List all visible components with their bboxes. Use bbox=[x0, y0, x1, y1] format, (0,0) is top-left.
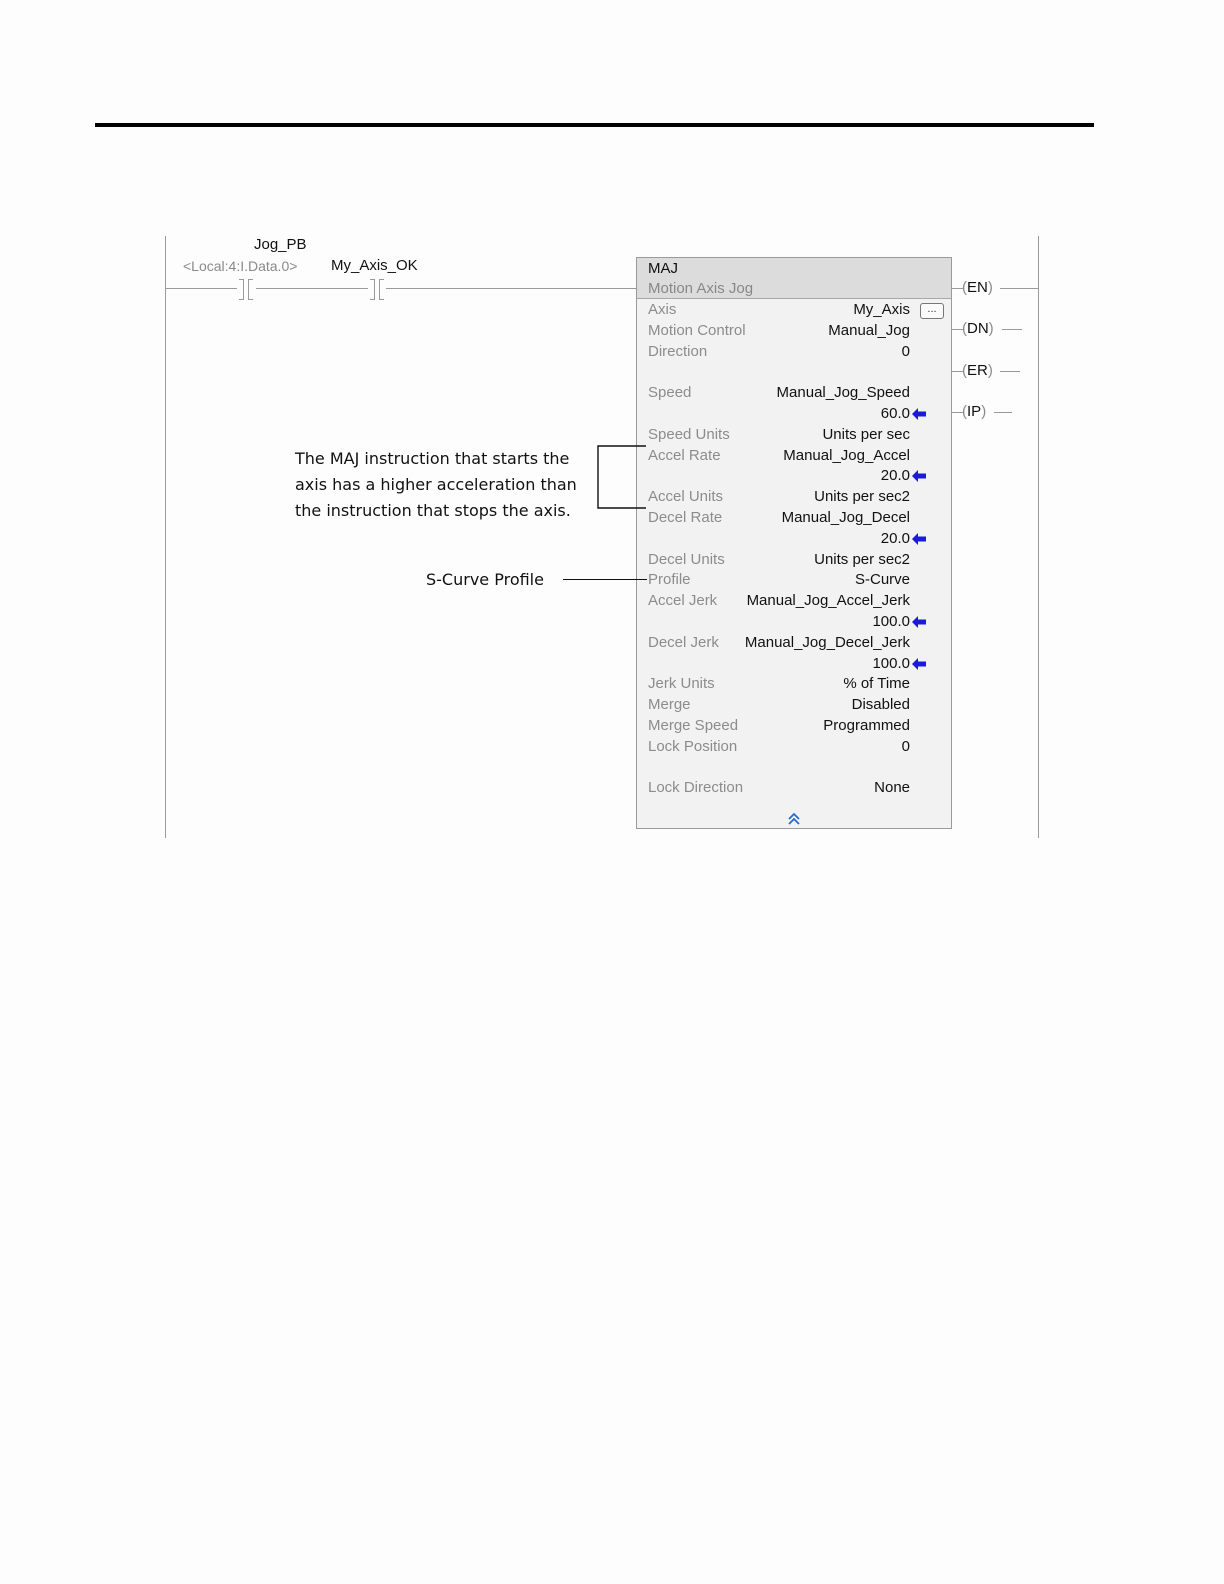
annotation-line: the instruction that stops the axis. bbox=[295, 501, 571, 520]
coil-en[interactable]: (EN) bbox=[962, 279, 993, 296]
operand-label: Merge bbox=[648, 696, 691, 713]
axis-properties-button[interactable]: ... bbox=[920, 303, 944, 319]
operand-label: Accel Rate bbox=[648, 447, 721, 464]
operand-row-accel-units bbox=[637, 488, 953, 508]
operand-label: Direction bbox=[648, 343, 708, 360]
annotation-leader-line bbox=[563, 579, 647, 580]
maj-instruction-block[interactable] bbox=[636, 257, 952, 829]
operand-row-speed-units bbox=[637, 426, 953, 446]
live-value: 20.0 bbox=[880, 530, 910, 547]
live-value-row-decel bbox=[637, 530, 953, 550]
operand-value[interactable]: Units per sec2 bbox=[814, 551, 910, 568]
operand-label: Decel Rate bbox=[648, 509, 723, 526]
left-arrow-icon bbox=[912, 470, 926, 482]
operand-label: Speed Units bbox=[648, 426, 730, 443]
live-value: 100.0 bbox=[872, 613, 910, 630]
operand-value[interactable]: Manual_Jog_Speed bbox=[776, 384, 910, 401]
operand-row-accel-jerk bbox=[637, 592, 953, 612]
right-power-rail bbox=[1038, 236, 1039, 838]
left-arrow-icon bbox=[912, 533, 926, 545]
coil-ip[interactable]: (IP) bbox=[962, 403, 987, 420]
operand-value[interactable]: Disabled bbox=[851, 696, 910, 713]
operand-row-speed bbox=[637, 384, 953, 404]
left-arrow-icon bbox=[912, 408, 926, 420]
left-arrow-icon bbox=[912, 658, 926, 670]
operand-label: Decel Units bbox=[648, 551, 725, 568]
operand-label: Merge Speed bbox=[648, 717, 739, 734]
live-value-row-accel bbox=[637, 467, 953, 487]
operand-row-decel-rate bbox=[637, 509, 953, 529]
operand-value[interactable]: Manual_Jog bbox=[828, 322, 910, 339]
operand-row-direction bbox=[637, 343, 953, 363]
coil-label: ER bbox=[967, 362, 988, 379]
operand-row-merge bbox=[637, 696, 953, 716]
rung-wire bbox=[256, 288, 368, 289]
collapse-chevron-up-icon[interactable] bbox=[787, 812, 801, 826]
coil-wire bbox=[1002, 329, 1022, 330]
live-value: 60.0 bbox=[880, 405, 910, 422]
operand-value[interactable]: Units per sec2 bbox=[814, 488, 910, 505]
scurve-annotation: S-Curve Profile bbox=[426, 570, 544, 589]
annotation-line: axis has a higher acceleration than bbox=[295, 475, 577, 494]
operand-row-motion-control bbox=[637, 322, 953, 342]
operand-value[interactable]: S-Curve bbox=[854, 571, 910, 588]
operand-value[interactable]: Programmed bbox=[823, 717, 910, 734]
left-arrow-icon bbox=[912, 616, 926, 628]
coil-wire bbox=[1000, 371, 1020, 372]
operand-label: Axis bbox=[648, 301, 677, 318]
coil-label: EN bbox=[967, 279, 988, 296]
operand-label: Lock Position bbox=[648, 738, 738, 755]
operand-row-accel-rate bbox=[637, 447, 953, 467]
operand-value[interactable]: % of Time bbox=[843, 675, 910, 692]
operand-value[interactable]: 0 bbox=[901, 738, 910, 755]
operand-label: Accel Units bbox=[648, 488, 724, 505]
block-subtitle: Motion Axis Jog bbox=[648, 280, 754, 297]
xic-contact-my-axis-ok[interactable] bbox=[370, 279, 384, 299]
operand-label: Accel Jerk bbox=[648, 592, 718, 609]
left-power-rail bbox=[165, 236, 166, 838]
operand-value[interactable]: Manual_Jog_Decel bbox=[781, 509, 910, 526]
operand-label: Motion Control bbox=[648, 322, 746, 339]
operand-label: Jerk Units bbox=[648, 675, 715, 692]
operand-value[interactable]: None bbox=[874, 779, 910, 796]
operand-label: Speed bbox=[648, 384, 692, 401]
live-value: 100.0 bbox=[872, 655, 910, 672]
operand-row-decel-jerk bbox=[637, 634, 953, 654]
coil-wire bbox=[1000, 288, 1038, 289]
operand-label: Profile bbox=[648, 571, 691, 588]
operand-value[interactable]: Manual_Jog_Decel_Jerk bbox=[744, 634, 910, 651]
live-value: 20.0 bbox=[880, 467, 910, 484]
block-title: MAJ bbox=[648, 260, 678, 277]
operand-value[interactable]: My_Axis bbox=[853, 301, 910, 318]
contact-alias: <Local:4:I.Data.0> bbox=[183, 258, 298, 274]
contact-tag-jog-pb: Jog_PB bbox=[254, 236, 307, 253]
rung-wire bbox=[165, 288, 237, 289]
operand-label: Lock Direction bbox=[648, 779, 744, 796]
coil-er[interactable]: (ER) bbox=[962, 362, 993, 379]
coil-label: DN bbox=[967, 320, 989, 337]
annotation-bracket bbox=[595, 444, 647, 512]
operand-label: Decel Jerk bbox=[648, 634, 719, 651]
operand-value[interactable]: Manual_Jog_Accel_Jerk bbox=[746, 592, 910, 609]
coil-wire bbox=[994, 412, 1012, 413]
operand-value[interactable]: Manual_Jog_Accel bbox=[783, 447, 910, 464]
annotation-line: The MAJ instruction that starts the bbox=[295, 449, 570, 468]
coil-label: IP bbox=[967, 403, 982, 420]
coil-dn[interactable]: (DN) bbox=[962, 320, 994, 337]
operand-row-lock-direction bbox=[637, 779, 953, 799]
rung-wire bbox=[386, 288, 636, 289]
operand-row-axis bbox=[637, 301, 953, 321]
contact-tag-my-axis-ok: My_Axis_OK bbox=[331, 257, 418, 274]
operand-row-profile bbox=[637, 571, 953, 591]
live-value-row-accel-jerk bbox=[637, 613, 953, 633]
operand-row-jerk-units bbox=[637, 675, 953, 695]
operand-value[interactable]: Units per sec bbox=[822, 426, 910, 443]
xic-contact-jog-pb[interactable] bbox=[239, 279, 253, 299]
live-value-row-decel-jerk bbox=[637, 655, 953, 675]
operand-row-lock-position bbox=[637, 738, 953, 758]
live-value-row-speed bbox=[637, 405, 953, 425]
accel-annotation bbox=[295, 446, 577, 524]
operand-value[interactable]: 0 bbox=[901, 343, 910, 360]
header-rule bbox=[95, 123, 1094, 127]
block-header bbox=[637, 258, 951, 299]
operand-row-decel-units bbox=[637, 551, 953, 571]
operand-row-merge-speed bbox=[637, 717, 953, 737]
